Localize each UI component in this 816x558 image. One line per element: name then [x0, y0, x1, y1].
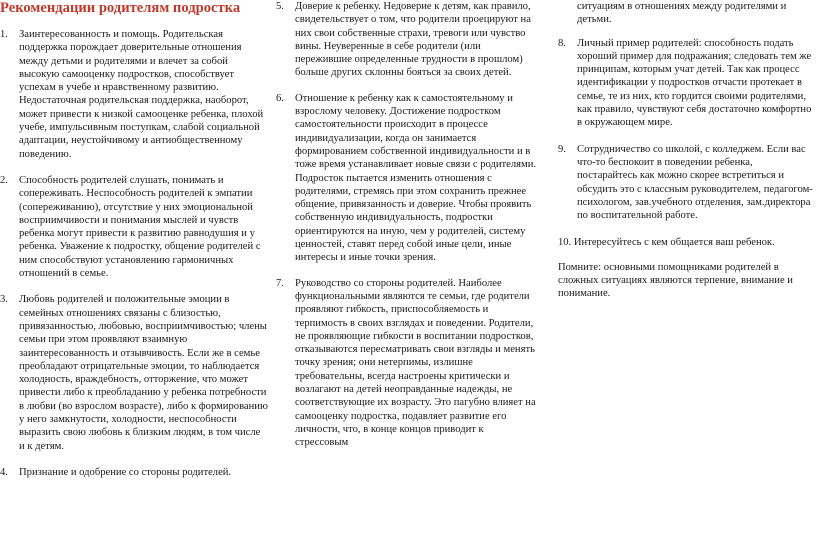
list-item-number: 6. — [276, 92, 284, 104]
list-item-1 — [0, 28, 268, 161]
list-item-text: Признание и одобрение со стороны родителей. — [19, 466, 232, 478]
list-item-8 — [558, 37, 814, 130]
list-item-5 — [276, 0, 538, 80]
list-item-number: 7. — [276, 277, 284, 289]
list-item-number: 2. — [0, 174, 8, 186]
list-item-number: 3. — [0, 294, 8, 306]
list-item-6 — [276, 92, 538, 265]
list-item-9 — [558, 143, 814, 223]
list-item-text: Интересуйтесь с кем общается ваш ребенок. — [573, 237, 775, 249]
list-item-number: 5. — [276, 1, 284, 12]
list-item-text: Любовь родителей и положительные эмоции в семейных отношениях связаны с близостью, привязанностью, любовью, восприимчивостью; члены семьи при этом проявляют взаимную заинтересованность и отзывчивость. Если же в семье преобладают отрицательные эмоции, то наблюдается холодность, враждебность, отторжение, что может привести либо к преобладанию у ребенка потребности в любви (во взрослом возрасте), либо к формированию у него замкнутости, холодности, неспособности выразить свою любовь к близким людям, в том числе и к детям. — [19, 294, 268, 452]
page-title: Рекомендации родителям подростка — [0, 0, 241, 16]
list-item-number: 8. — [558, 37, 566, 49]
list-item-text: Личный пример родителей: способность подать хороший пример для подражания; следовать тем же принципам, которым учат детей. Так как процесс идентификации у подростков отчасти протекает в семье, те из них, кто гордится своими родителями, как правило, чувствуют себя достаточно комфортно в окружающем мире. — [577, 37, 812, 129]
list-item-text: Сотрудничество со школой, с колледжем. Если вас что-то беспокоит в поведении ребенка, постарайтесь как можно скорее встретиться и обсудить это с классным руководителем, педагогом-психологом, зав.учебного отделения, зам.директора по воспитательной работе. — [577, 143, 813, 222]
list-item-number: 1. — [0, 29, 8, 40]
list-item-number: 4. — [0, 466, 8, 478]
list-item-10 — [558, 236, 814, 249]
list-item-7-continuation: ситуациям в отношениях между родителями и детьми. — [577, 1, 787, 26]
footer-note: Помните: основными помощниками родителей в сложных ситуациях являются терпение, внимание и понимание. — [558, 261, 793, 300]
list-item-7 — [276, 277, 538, 450]
list-item-number: 9. — [558, 143, 566, 155]
list-item-number: 10. — [558, 237, 572, 249]
list-item-text: Руководство со стороны родителей. Наиболее функциональными являются те семьи, где родители проявляют гибкость, приспособляемость и терпимость в своих взглядах и поведении. Родители, не проявляющие гибкости в воспитании подростков, отказываются пересматривать свои взгляды и менять точку зрения; они нетерпимы, излишне требовательны, всегда настроены критически и возлагают на детей неоправданные надежды, не соответствующие их возрасту. Это пагубно влияет на самооценку подростка, подавляет развитие его личности, что, в конце концов приводит к стрессовым — [295, 277, 536, 449]
list-item-text: Способность родителей слушать, понимать и сопереживать. Неспособность родителей к эмпатии (сопереживанию), отсутствие у них эмоциональной восприимчивости и понимания мыслей и чувств ребенка могут привести к развитию равнодушия и у ребенка. Уважение к подростку, общение родителей с ним способствуют установлению гармоничных отношений в семье. — [19, 174, 261, 280]
list-item-3 — [0, 293, 268, 453]
column-middle — [276, 0, 538, 450]
list-item-text: Отношение к ребенку как к самостоятельному и взрослому человеку. Достижение подростком самостоятельности происходит в процессе индивидуализации, когда он занимается формированием собственной индивидуальности и в тоже время устанавливает новые связи с родителями. Подросток пытается изменить отношения с родителями, стремясь при этом сохранить прежнее общение, привязанность и доверие. Чтобы проявить собственную индивидуальность, подростки ориентируются на иную, чем у родителей, систему ценностей, ставят перед собой иные цели, иные интересы и иные точки зрения. — [295, 92, 537, 264]
column-right — [558, 0, 814, 301]
list-item-2 — [0, 174, 268, 280]
column-left — [0, 0, 268, 479]
list-item-text: Заинтересованность и помощь. Родительская поддержка порождает доверительные отношения между детьми и родителями и влечет за собой высокую самооценку подростков, способствует успехам в учебе и нравственному развитию. Недостаточная родительская поддержка, наоборот, может привести к низкой самооценке ребенка, плохой учебе, импульсивным поступкам, слабой социальной адаптации, неустойчивому и антиобщественному поведению. — [19, 29, 264, 160]
list-item-text: Доверие к ребенку. Недоверие к детям, как правило, свидетельствует о том, что родители проецируют на них свои собственные страхи, тревоги или чувство вины. Неуверенные в себе родители (или пережившие определенные трудности в прошлом) больше других склонны бояться за своих детей. — [295, 1, 531, 79]
list-item-4 — [0, 466, 268, 479]
